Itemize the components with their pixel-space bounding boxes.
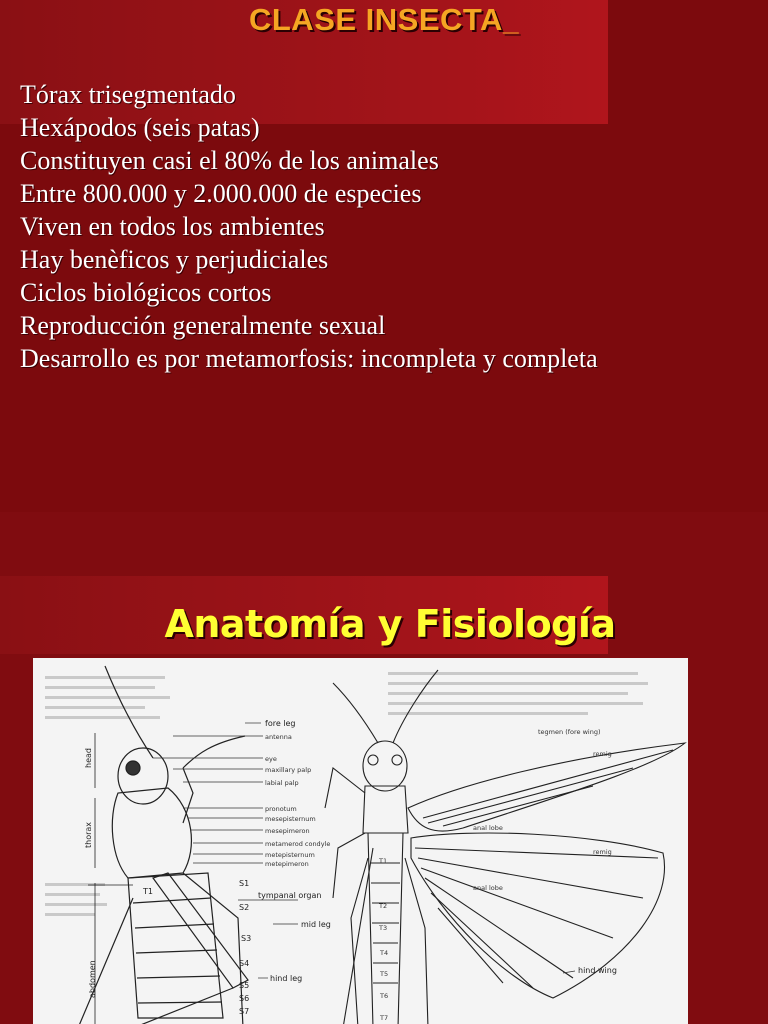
metepisternum-label: metepisternum (265, 851, 315, 859)
bracket-lines (88, 733, 133, 1024)
remigium-label: remig (593, 848, 612, 856)
eye-label: eye (265, 755, 277, 763)
thorax-label: thorax (84, 821, 93, 848)
dorsal-view-insect (325, 670, 685, 1024)
segment-label: T4 (380, 949, 389, 957)
maxillary-palp-label: maxillary palp (265, 766, 312, 774)
segment-label: S3 (241, 934, 252, 943)
segment-label: T2 (379, 902, 388, 910)
bullet-item: Reproducción generalmente sexual (20, 311, 386, 340)
title-cursor: _ (502, 5, 520, 36)
insect-anatomy-diagram (33, 658, 688, 1024)
slide-anatomia (0, 512, 768, 1024)
bullet-item: Ciclos biológicos cortos (20, 278, 272, 307)
head-label: head (84, 748, 93, 768)
segment-label: T1 (379, 857, 388, 865)
bullet-item: Entre 800.000 y 2.000.000 de especies (20, 179, 422, 208)
bullet-item: Desarrollo es por metamorfosis: incompleta y completa (20, 344, 598, 373)
tympanal-organ-label: tympanal organ (258, 891, 322, 900)
segment-label: T1 (143, 887, 153, 896)
segment-label: S2 (239, 903, 250, 912)
segment-label: T6 (380, 992, 389, 1000)
metepimeron-label: metepimeron (265, 860, 309, 868)
fore-leg-label: fore leg (265, 719, 296, 728)
segment-label: T5 (380, 970, 389, 978)
bullet-item: Hexápodos (seis patas) (20, 113, 260, 142)
bullet-item: Viven en todos los ambientes (20, 212, 325, 241)
lateral-view-insect (78, 666, 248, 1024)
hind-leg-label: hind leg (270, 974, 303, 983)
antenna-label: antenna (265, 733, 292, 741)
mesepisternum-label: mesepisternum (265, 815, 316, 823)
insect-anatomy-figure (33, 658, 688, 1024)
bullet-item: Hay benèficos y perjudiciales (20, 245, 329, 274)
anal-lobe-label: anal lobe (473, 884, 503, 892)
slide-title: Anatomía y Fisiología (164, 602, 616, 646)
segment-label: S4 (239, 959, 250, 968)
segment-label: T3 (379, 924, 388, 932)
tegmen-label: tegmen (fore wing) (538, 728, 601, 736)
bullet-item: Tórax trisegmentado (20, 80, 236, 109)
metameron-condyle-label: metamerod condyle (265, 840, 331, 848)
mid-leg-label: mid leg (301, 920, 331, 929)
hind-wing-label: hind wing (578, 966, 617, 975)
segment-label: S1 (239, 879, 250, 888)
segment-label: T7 (380, 1014, 389, 1022)
labial-palp-label: labial palp (265, 779, 299, 787)
segment-label: S6 (239, 994, 250, 1003)
segment-label: S5 (239, 981, 250, 990)
anal-lobe-label: anal lobe (473, 824, 503, 832)
pronotum-label: pronotum (265, 805, 297, 813)
scan-background-lines (45, 672, 648, 916)
bullet-item: Constituyen casi el 80% de los animales (20, 146, 439, 175)
slide-title (0, 2, 768, 38)
slide-title-text: CLASE INSECTA (248, 2, 503, 37)
remigium-label: remig (593, 750, 612, 758)
bullet-list (20, 78, 598, 375)
abdomen-label: abdomen (88, 960, 97, 998)
segment-label: S7 (239, 1007, 250, 1016)
mesepimeron-label: mesepimeron (265, 827, 310, 835)
